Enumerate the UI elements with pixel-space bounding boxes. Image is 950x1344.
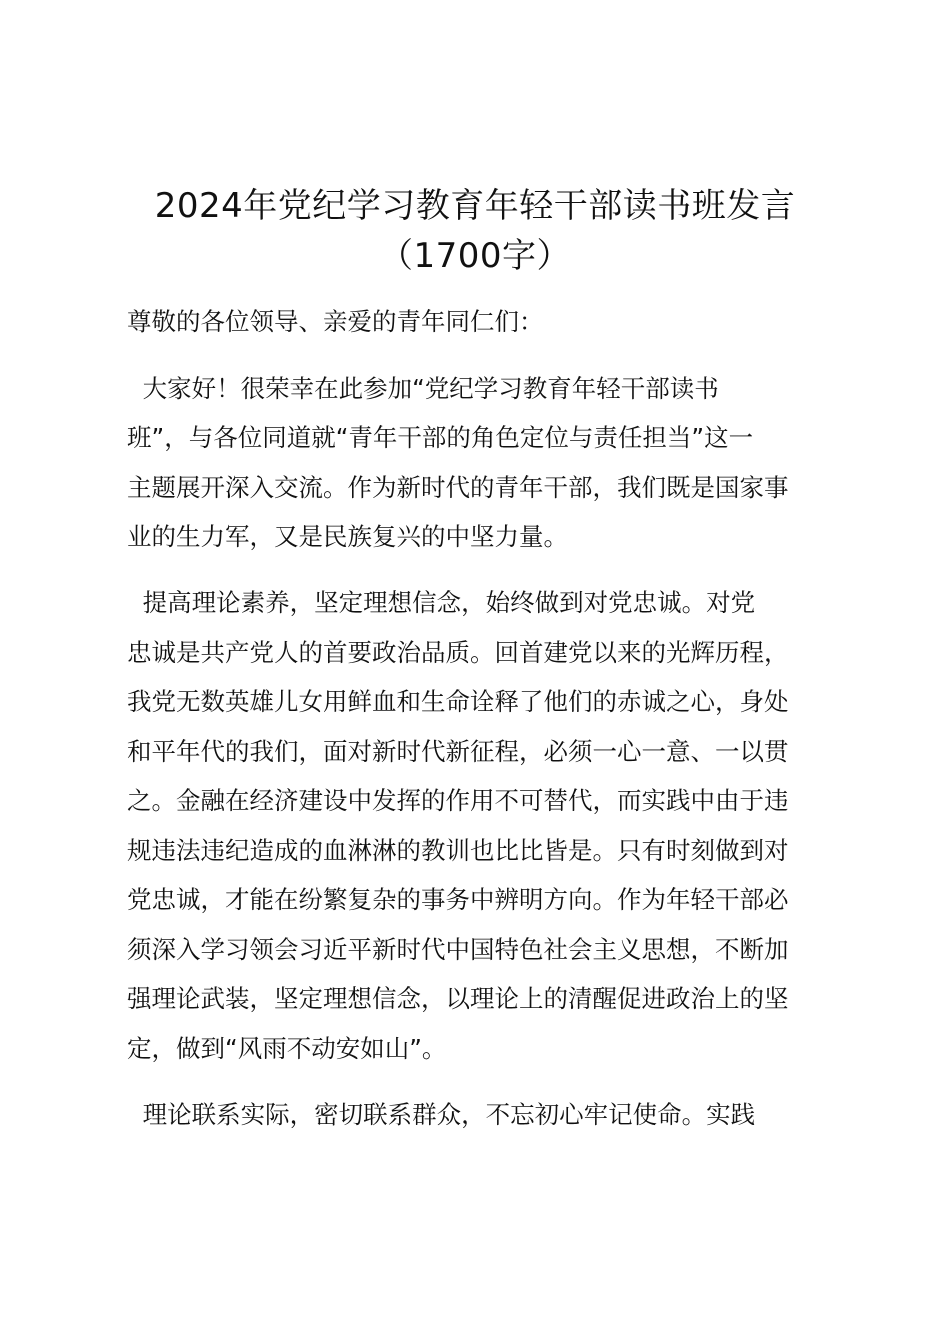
paragraph-2-line-4: 和平年代的我们，面对新时代新征程，必须一心一意、一以贯: [127, 737, 789, 766]
document-subtitle: （1700字）: [378, 236, 572, 276]
paragraph-2-line-1: 提高理论素养，坚定理想信念，始终做到对党忠诚。对党: [142, 588, 756, 617]
paragraph-1-line-3: 主题展开深入交流。作为新时代的青年干部，我们既是国家事: [127, 473, 789, 502]
paragraph-2-line-2: 忠诚是共产党人的首要政治品质。回首建党以来的光辉历程，: [127, 638, 789, 667]
paragraph-2-line-6: 规违法违纪造成的血淋淋的教训也比比皆是。只有时刻做到对: [127, 836, 789, 865]
salutation: 尊敬的各位领导、亲爱的青年同仁们：: [127, 307, 544, 336]
paragraph-1-line-1: 大家好！很荣幸在此参加“党纪学习教育年轻干部读书: [142, 374, 719, 403]
paragraph-2-line-7: 党忠诚，才能在纷繁复杂的事务中辨明方向。作为年轻干部必: [127, 885, 789, 914]
document-title: 2024年党纪学习教育年轻干部读书班发言: [154, 186, 796, 226]
paragraph-2-line-3: 我党无数英雄儿女用鲜血和生命诠释了他们的赤诚之心，身处: [127, 687, 789, 716]
paragraph-2-line-5: 之。金融在经济建设中发挥的作用不可替代，而实践中由于违: [127, 786, 789, 815]
paragraph-1-line-4: 业的生力军，又是民族复兴的中坚力量。: [127, 522, 568, 551]
paragraph-2-line-10: 定，做到“风雨不动安如山”。: [127, 1034, 447, 1063]
paragraph-1-line-2: 班”，与各位同道就“青年干部的角色定位与责任担当”这一: [127, 423, 754, 452]
paragraph-2-line-8: 须深入学习领会习近平新时代中国特色社会主义思想，不断加: [127, 935, 789, 964]
paragraph-3-line-1: 理论联系实际，密切联系群众，不忘初心牢记使命。实践: [142, 1100, 756, 1129]
paragraph-2-line-9: 强理论武装，坚定理想信念，以理论上的清醒促进政治上的坚: [127, 984, 789, 1013]
